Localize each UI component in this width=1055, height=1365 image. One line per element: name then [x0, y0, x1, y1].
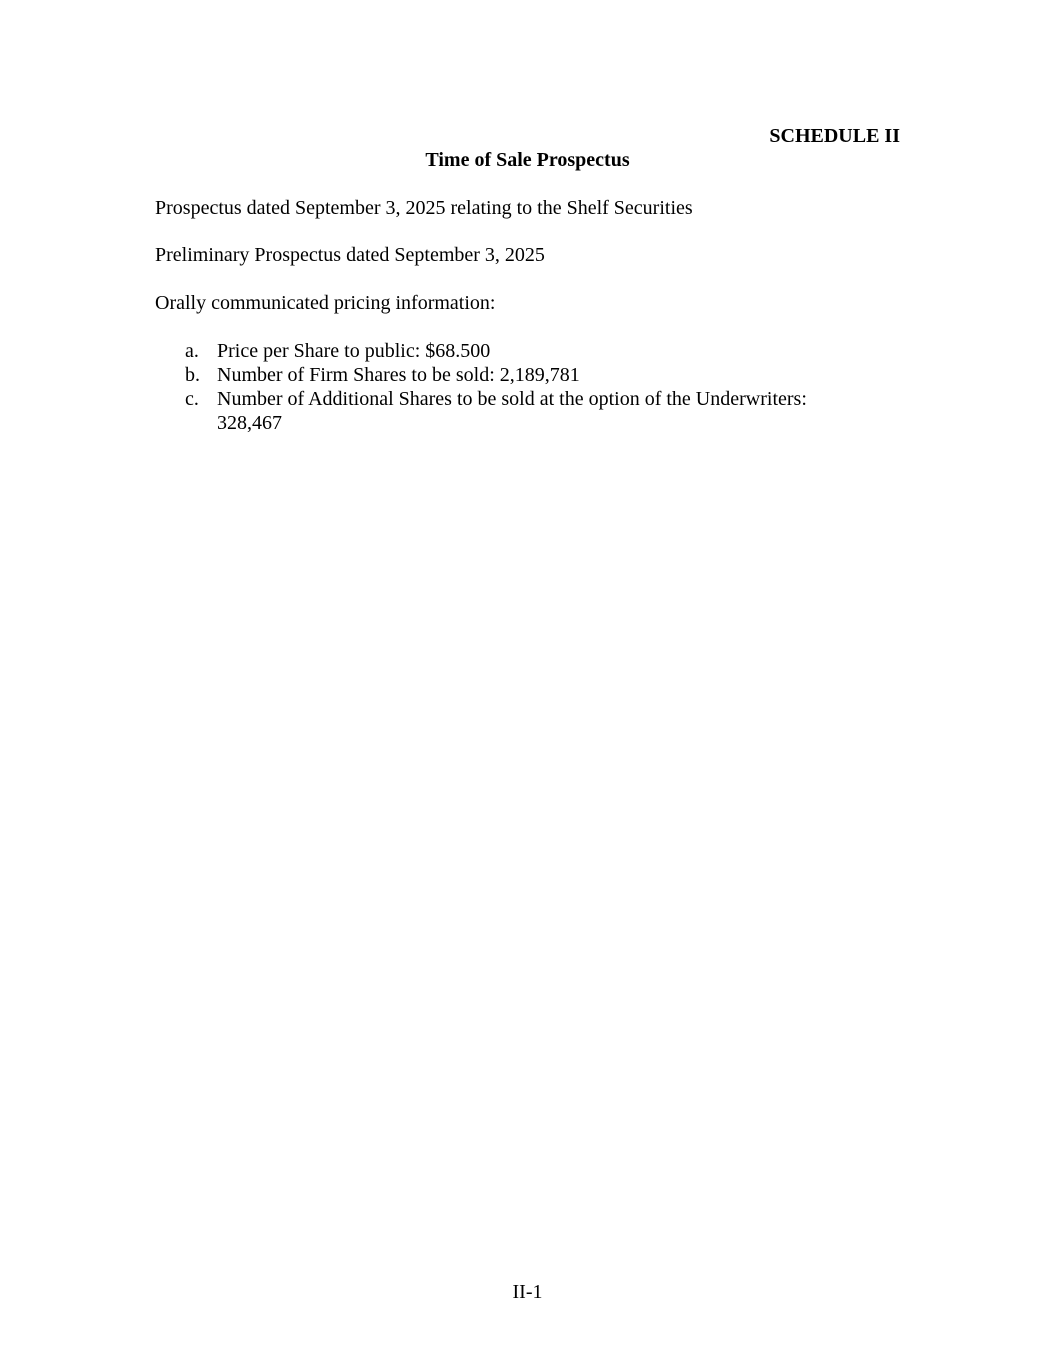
page-title: Time of Sale Prospectus — [425, 149, 630, 171]
prospectus-paragraph: Prospectus dated September 3, 2025 relating to the Shelf Securities — [155, 197, 693, 219]
page-number: II-1 — [512, 1281, 543, 1303]
list-marker: a. — [185, 340, 199, 362]
list-item — [155, 339, 875, 363]
schedule-label: SCHEDULE II — [769, 125, 900, 147]
pricing-info-intro: Orally communicated pricing information: — [155, 292, 496, 314]
list-item — [155, 387, 875, 435]
list-item-text: Number of Additional Shares to be sold at the option of the Underwriters: 328,467 — [217, 388, 807, 434]
list-marker: b. — [185, 364, 200, 386]
list-item — [155, 363, 875, 387]
list-item-text: Number of Firm Shares to be sold: 2,189,781 — [217, 364, 580, 386]
preliminary-prospectus-paragraph: Preliminary Prospectus dated September 3, 2025 — [155, 244, 545, 266]
pricing-list — [155, 339, 875, 435]
list-marker: c. — [185, 388, 199, 410]
list-item-text: Price per Share to public: $68.500 — [217, 340, 491, 362]
